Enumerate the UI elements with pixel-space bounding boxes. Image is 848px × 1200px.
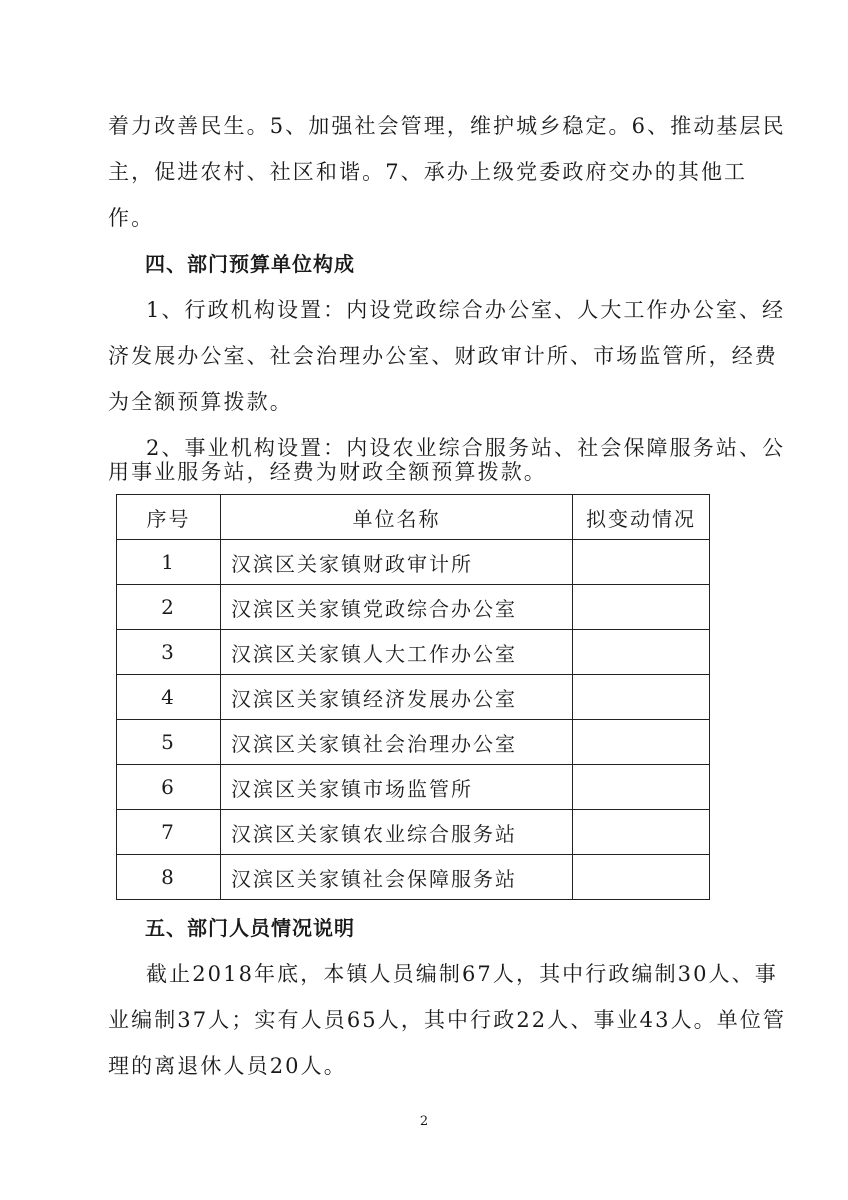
row-unit-name: 汉滨区关家镇市场监管所 <box>221 765 573 810</box>
header-change: 拟变动情况 <box>573 495 710 540</box>
row-change <box>573 855 710 900</box>
table-row <box>117 765 710 810</box>
paragraph-line: 1、行政机构设置：内设党政综合办公室、人大工作办公室、经 <box>146 298 786 322</box>
paragraph-line: 理的离退休人员20人。 <box>108 1054 347 1078</box>
paragraph-line: 业编制37人；实有人员65人，其中行政22人、事业43人。单位管 <box>108 1008 787 1032</box>
paragraph-line: 主，促进农村、社区和谐。7、承办上级党委政府交办的其他工 <box>108 160 748 184</box>
header-no: 序号 <box>117 495 221 540</box>
paragraph-line: 2、事业机构设置：内设农业综合服务站、社会保障服务站、公 <box>146 436 786 460</box>
row-unit-name: 汉滨区关家镇人大工作办公室 <box>221 630 573 675</box>
row-no: 7 <box>117 810 221 855</box>
row-no: 4 <box>117 675 221 720</box>
table-row <box>117 720 710 765</box>
table-row <box>117 585 710 630</box>
row-change <box>573 810 710 855</box>
row-unit-name: 汉滨区关家镇农业综合服务站 <box>221 810 573 855</box>
row-no: 8 <box>117 855 221 900</box>
section-heading-4: 四、部门预算单位构成 <box>145 252 355 276</box>
section-heading-5: 五、部门人员情况说明 <box>145 916 355 940</box>
row-no: 1 <box>117 540 221 585</box>
row-change <box>573 585 710 630</box>
paragraph-line: 用事业服务站，经费为财政全额预算拨款。 <box>108 460 547 484</box>
table-row <box>117 810 710 855</box>
paragraph-line: 为全额预算拨款。 <box>108 390 293 414</box>
row-no: 6 <box>117 765 221 810</box>
row-change <box>573 540 710 585</box>
table-row <box>117 630 710 675</box>
table-header-row <box>117 495 710 540</box>
table-row <box>117 855 710 900</box>
row-no: 3 <box>117 630 221 675</box>
paragraph-line: 济发展办公室、社会治理办公室、财政审计所、市场监管所，经费 <box>108 344 778 368</box>
row-unit-name: 汉滨区关家镇财政审计所 <box>221 540 573 585</box>
row-unit-name: 汉滨区关家镇社会保障服务站 <box>221 855 573 900</box>
paragraph-line: 截止2018年底，本镇人员编制67人，其中行政编制30人、事 <box>146 962 778 986</box>
row-change <box>573 765 710 810</box>
paragraph-line: 作。 <box>108 206 155 230</box>
row-no: 5 <box>117 720 221 765</box>
row-unit-name: 汉滨区关家镇党政综合办公室 <box>221 585 573 630</box>
table-row <box>117 540 710 585</box>
paragraph-line: 着力改善民生。5、加强社会管理，维护城乡稳定。6、推动基层民 <box>108 114 786 138</box>
page-number: 2 <box>419 1114 429 1129</box>
unit-table <box>116 494 710 900</box>
row-change <box>573 630 710 675</box>
row-change <box>573 675 710 720</box>
row-no: 2 <box>117 585 221 630</box>
row-unit-name: 汉滨区关家镇社会治理办公室 <box>221 720 573 765</box>
table-row <box>117 675 710 720</box>
header-unit-name: 单位名称 <box>221 495 573 540</box>
row-unit-name: 汉滨区关家镇经济发展办公室 <box>221 675 573 720</box>
row-change <box>573 720 710 765</box>
